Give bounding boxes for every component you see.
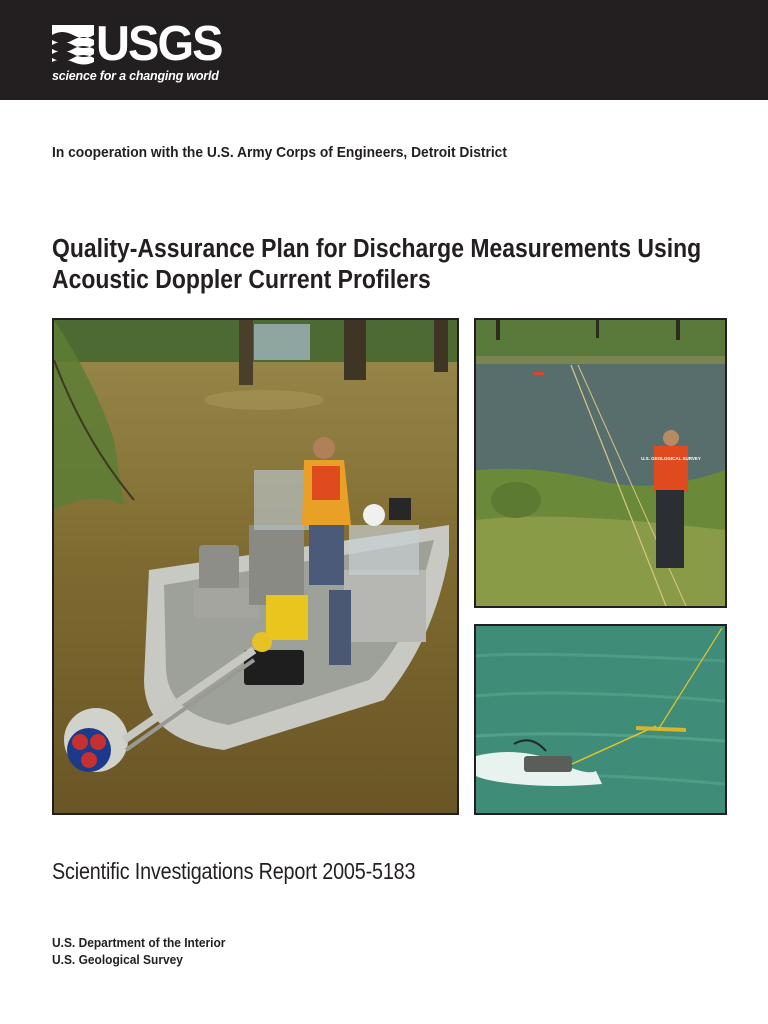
boat-photo-image — [54, 320, 457, 813]
boat-photo — [52, 318, 459, 815]
surveyor-vest-text: U.S. GEOLOGICAL SURVEY — [641, 456, 701, 461]
department-name: U.S. Department of the Interior — [52, 935, 226, 950]
cooperation-statement: In cooperation with the U.S. Army Corps of Engineers, Detroit District — [52, 144, 507, 161]
report-series: Scientific Investigations Report 2005-5183 — [52, 858, 416, 884]
usgs-logo — [52, 17, 222, 88]
towed-adcp-photo — [474, 624, 727, 815]
towed-adcp-photo-image — [476, 626, 725, 813]
report-title-line-1: Quality-Assurance Plan for Discharge Measurements Using — [52, 235, 702, 263]
riverbank-photo — [474, 318, 727, 608]
usgs-wordmark: USGS — [96, 17, 222, 71]
riverbank-photo-image — [476, 320, 725, 606]
usgs-wave-icon — [52, 25, 94, 67]
usgs-tagline: science for a changing world — [52, 69, 219, 83]
report-title-line-2: Acoustic Doppler Current Profilers — [52, 266, 431, 294]
report-title — [52, 234, 702, 296]
agency-block — [52, 934, 241, 968]
usgs-banner — [0, 0, 768, 100]
survey-name: U.S. Geological Survey — [52, 952, 183, 967]
